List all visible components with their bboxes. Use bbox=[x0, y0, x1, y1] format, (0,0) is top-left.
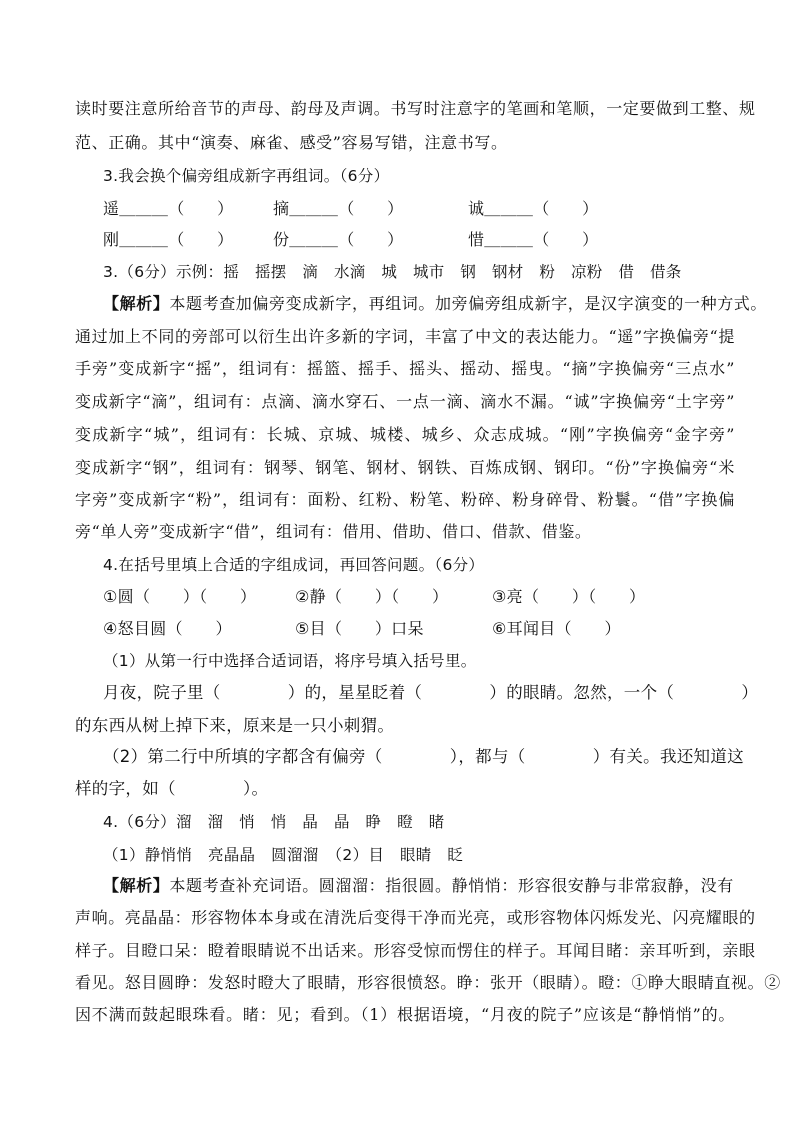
blank-item: 份＿＿＿（ ） bbox=[273, 230, 404, 249]
blank-item: 诚＿＿＿（ ） bbox=[468, 199, 599, 218]
blank-item: 摘＿＿＿（ ） bbox=[273, 199, 404, 218]
blank-item: ②静（ ）（ ） bbox=[295, 587, 449, 606]
analysis-line: 声响。亮晶晶：形容物体本身或在清洗后变得干净而光亮，或形容物体闪烁发光、闪亮耀眼的 bbox=[75, 908, 756, 927]
blank-item: 惜＿＿＿（ ） bbox=[468, 230, 599, 249]
analysis-tag: 【解析】 bbox=[103, 876, 170, 895]
answer-4: 4.（6分）溜 溜 悄 悄 晶 晶 睁 瞪 睹 bbox=[103, 813, 445, 831]
blank-item: ③亮（ ）（ ） bbox=[492, 587, 646, 606]
analysis-line: 变成新字“滴”，组词有：点滴、滴水穿石、一点一滴、滴水不漏。“诚”字换偏旁“土字旁” bbox=[75, 392, 735, 411]
analysis-line: 旁“单人旁”变成新字“借”，组词有：借用、借助、借口、借款、借鉴。 bbox=[75, 522, 592, 541]
analysis-text: 本题考查加偏旁变成新字，再组词。加旁偏旁组成新字，是汉字演变的一种方式。 bbox=[169, 294, 768, 313]
analysis-line: 手旁”变成新字“摇”，组词有：摇篮、摇手、摇头、摇动、摇曳。“摘”字换偏旁“三点水” bbox=[75, 359, 735, 378]
question-4-sub-2: （2）第二行中所填的字都含有偏旁（ ），都与（ ）有关。我还知道这 bbox=[103, 747, 744, 766]
analysis-text: 本题考查补充词语。圆溜溜：指很圆。静悄悄：形容很安静与非常寂静，没有 bbox=[169, 876, 734, 895]
question-4-title: 4.在括号里填上合适的字组成词，再回答问题。（6分） bbox=[103, 556, 485, 574]
analysis-line: 因不满而鼓起眼珠看。睹：见；看到。（1）根据语境，“月夜的院子”应该是“静悄悄”的。 bbox=[75, 1005, 735, 1024]
question-4-passage: 样的字，如（ ）。 bbox=[75, 779, 269, 798]
blank-item: ⑥耳闻目（ ） bbox=[492, 619, 621, 638]
blank-item: ④怒目圆（ ） bbox=[103, 619, 232, 638]
analysis-line: 看见。怒目圆睁：发怒时瞪大了眼睛，形容很愤怒。睁：张开（眼睛）。瞪：①睁大眼睛直视。② bbox=[75, 973, 781, 992]
question-3-row-1 bbox=[103, 199, 663, 219]
blank-item: 刚＿＿＿（ ） bbox=[103, 230, 234, 249]
analysis-line: 字旁”变成新字“粉”，组词有：面粉、红粉、粉笔、粉碎、粉身碎骨、粉鬟。“借”字换偏 bbox=[75, 490, 735, 509]
analysis-tag: 【解析】 bbox=[103, 294, 170, 313]
analysis-line: 样子。目瞪口呆：瞪着眼睛说不出话来。形容受惊而愣住的样子。耳闻目睹：亲耳听到，亲眼 bbox=[75, 941, 756, 960]
explanation-line: 范、正确。其中“演奏、麻雀、感受”容易写错，注意书写。 bbox=[75, 133, 508, 152]
analysis-4-line-1 bbox=[103, 876, 734, 896]
question-3-title: 3.我会换个偏旁组成新字再组词。（6分） bbox=[103, 167, 390, 185]
analysis-3-line-1 bbox=[103, 294, 768, 314]
analysis-line: 通过加上不同的旁部可以衍生出许多新的字词，丰富了中文的表达能力。“遥”字换偏旁“提 bbox=[75, 327, 735, 346]
analysis-line: 变成新字“钢”，组词有：钢琴、钢笔、钢材、钢铁、百炼成钢、钢印。“份”字换偏旁“米 bbox=[75, 458, 735, 477]
question-4-passage: 月夜，院子里（ ）的，星星眨着（ ）的眼睛。忽然，一个（ ） bbox=[103, 683, 759, 702]
answer-3: 3.（6分）示例：摇 摇摆 滴 水滴 城 城市 钢 钢材 粉 凉粉 借 借条 bbox=[103, 263, 682, 281]
blank-item: 遥＿＿＿（ ） bbox=[103, 199, 234, 218]
question-4-row-2 bbox=[103, 619, 672, 639]
question-3-row-2 bbox=[103, 230, 663, 250]
analysis-line: 变成新字“城”，组词有：长城、京城、城楼、城乡、众志成城。“刚”字换偏旁“金字旁” bbox=[75, 425, 735, 444]
answer-4-sub: （1）静悄悄 亮晶晶 圆溜溜 （2）目 眼睛 眨 bbox=[103, 846, 464, 864]
blank-item: ⑤目（ ）口呆 bbox=[295, 619, 424, 638]
explanation-line: 读时要注意所给音节的声母、韵母及声调。书写时注意字的笔画和笔顺，一定要做到工整、规 bbox=[75, 99, 756, 118]
blank-item: ①圆（ ）（ ） bbox=[103, 587, 257, 606]
question-4-sub-1: （1）从第一行中选择合适词语，将序号填入括号里。 bbox=[103, 652, 477, 670]
question-4-row-1 bbox=[103, 587, 672, 607]
question-4-passage: 的东西从树上掉下来，原来是一只小刺猬。 bbox=[75, 716, 395, 735]
